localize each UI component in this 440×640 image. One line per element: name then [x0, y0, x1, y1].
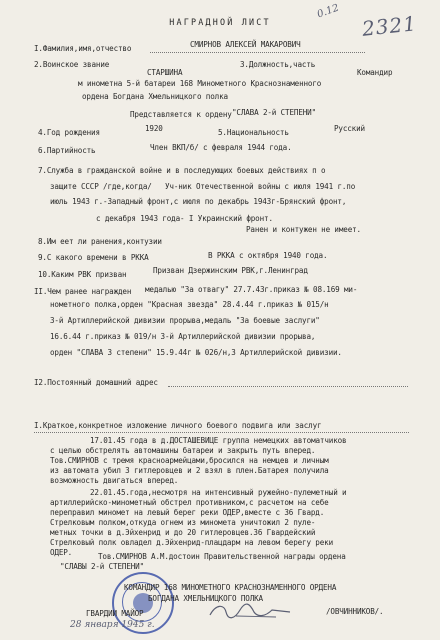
field-rkka-value: В РККА с октября 1940 года. [208, 251, 328, 260]
field-position-unit: м инометна 5-й батареи 168 Минометного Краснознаменного [78, 79, 322, 88]
signatory-title: КОМАНДИР 168 МИНОМЕТНОГО КРАСНОЗНАМЕННОГО ОРДЕНА [124, 583, 337, 592]
field-address-label: I2.Постоянный домашний адрес [34, 378, 158, 387]
narrative-line: Стрелковым полком,откуда огнем из миномета уничтожил 2 пуле- [50, 518, 316, 527]
narrative-line: 17.01.45 года в д.ДОСТАШЕВИЦЕ группа немецких автоматчиков [90, 436, 347, 445]
field-wounds-label: 8.Им еет ли ранения,контузии [38, 237, 162, 246]
field-birth-value: 1920 [145, 124, 163, 133]
field-awards-value-4: 16.6.44 г.приказ № 019/н 3-й Артиллерийской дивизии прорыва, [50, 332, 316, 341]
field-name-label: I.Фамилия,имя,отчество [34, 44, 132, 53]
field-award-value: "СЛАВА 2-й СТЕПЕНИ" [232, 108, 317, 117]
dotted-rule [34, 432, 409, 433]
field-nationality-label: 5.Национальность [218, 128, 289, 137]
field-service-value-2: июль 1943 г.-Западный фронт,с июля по декабрь 1943г-Брянский фронт, [50, 197, 347, 206]
corner-mark: 0.12 [315, 2, 341, 21]
narrative-line: переправил миномет на левый берег реки ОДЕР,вместе с 36 Гвард. [50, 508, 325, 517]
signatory-rank: ГВАРДИИ МАЙОР [86, 609, 144, 618]
field-award-label: Представляется к ордену [130, 110, 232, 119]
narrative-line: из автомата убил 3 гитлеровцев и 2 взял в плен.Батарея получила [50, 466, 329, 475]
dotted-rule [150, 52, 365, 53]
field-rkka-label: 9.С какого времени в РККА [38, 253, 149, 262]
field-nationality-value: Русский [334, 124, 365, 133]
field-awards-label: II.Чем ранее награжден [34, 287, 132, 296]
handwritten-date: 28 января 1945 г. [70, 620, 155, 630]
field-rvk-label: 10.Каким РВК призван [38, 270, 127, 279]
field-position-value: Командир [357, 68, 393, 77]
narrative-line: "СЛАВЫ 2-й СТЕПЕНИ" [60, 562, 145, 571]
field-position-label: 3.Должность,часть [240, 60, 316, 69]
dotted-rule [168, 386, 408, 387]
field-birth-label: 4.Год рождения [38, 128, 100, 137]
signatory-title-cont: БОГДАНА ХМЕЛЬНИЦКОГО ПОЛКА [148, 594, 263, 603]
narrative-line: 22.01.45.года,несмотря на интенсивный ружейно-пулеметный и [90, 488, 347, 497]
field-rvk-value: Призван Дзержинским РВК,г.Ленинград [153, 266, 308, 275]
signatory-name: /ОВЧИННИКОВ/. [326, 607, 384, 616]
field-awards-value-5: орден "СЛАВА 3 степени" 15.9.44г № 026/н,3 Артиллерийской дивизии. [50, 348, 342, 357]
narrative-line: артиллерийско-минометный обстрел противником,с расчетом на себе [50, 498, 329, 507]
narrative-line: метных точки в д.Эйхенрид и до 20 гитлеровцев.36 Гвардейский [50, 528, 316, 537]
narrative-line: возможность двигаться вперед. [50, 476, 179, 485]
narrative-line: с целью обстрелять автомашины батареи и закрыть путь вперед. [50, 446, 316, 455]
narrative-line: Тов.СМИРНОВ А.М.достоин Правительственной награды ордена [98, 552, 346, 561]
field-awards-value-2: нометного полка,орден "Красная звезда" 28.4.44 г.приказ № 015/н [50, 300, 329, 309]
field-awards-value-3: 3-й Артиллерийской дивизии прорыва,медаль "За боевые заслуги" [50, 316, 320, 325]
narrative-line: Тов.СМИРНОВ с тремя красноармейцами,бросился на немцев и личным [50, 456, 329, 465]
field-rank-value: СТАРШИНА [147, 68, 183, 77]
field-name-value: СМИРНОВ АЛЕКСЕЙ МАКАРОВИЧ [190, 40, 301, 49]
field-wounds-value: Ранен и контужен не имеет. [246, 225, 361, 234]
section-heading: I.Краткое,конкретное изложение личного боевого подвига или заслуг [34, 421, 322, 430]
field-rank-label: 2.Воинское звание [34, 60, 110, 69]
field-service-value: Уч-ник Отечественной войны с июля 1941 г.по [165, 182, 356, 191]
narrative-line: ОДЕР. [50, 548, 73, 557]
field-position-unit-cont: ордена Богдана Хмельницкого полка [82, 92, 228, 101]
narrative-line: Стрелковый полк овладел д.Эйхенрид-плацдарм на левом берегу реки [50, 538, 333, 547]
signature [206, 600, 296, 622]
field-awards-value: медалью "За отвагу" 27.7.43г.приказ № 08.169 ми- [145, 285, 358, 294]
field-party-value: Член ВКП/б/ с февраля 1944 года. [150, 143, 292, 152]
field-service-label: 7.Служба в гражданской войне и в последующих боевых действиях п о [38, 166, 326, 175]
field-service-label-cont: защите СССР /где,когда/ [50, 182, 152, 191]
field-service-value-3: с декабря 1943 года- I Украинский фронт. [96, 214, 273, 223]
corner-number: 2321 [360, 11, 419, 41]
field-party-label: 6.Партийность [38, 146, 96, 155]
page-title: НАГРАДНОЙ ЛИСТ [169, 17, 271, 27]
